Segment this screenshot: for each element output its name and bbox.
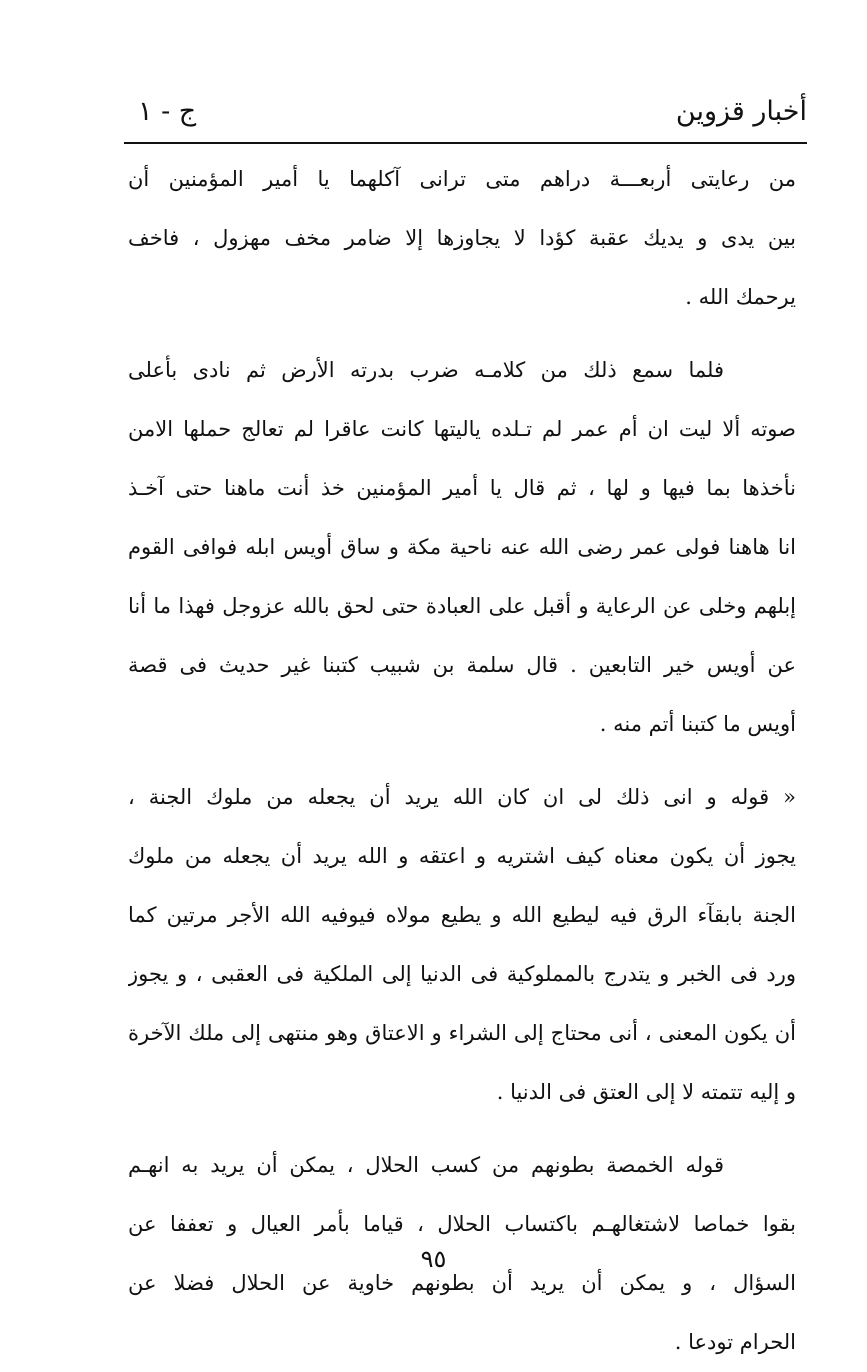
text-line: انا هاهنا فولى عمر رضى الله عنه ناحية مكة و ساق أويس ابله فوافى القوم <box>128 535 796 559</box>
text-line: عن أويس خير التابعين . قال سلمة بن شبيب كتبنا غير حديث فى قصة <box>128 653 796 677</box>
paragraph-gap <box>128 1122 796 1136</box>
header-rule <box>124 142 807 144</box>
text-line: أن يكون المعنى ، أنى محتاج إلى الشراء و الاعتاق وهو منتهى إلى ملك الآخرة <box>128 1021 796 1045</box>
volume-label: ج - ١ <box>138 96 197 127</box>
text-line: صوته ألا ليت ان أم عمر لم تـلده ياليتها كانت عاقرا لم تعالج حملها الامن <box>128 417 796 441</box>
text-line: الحرام تودعا . <box>674 1330 796 1354</box>
text-line: قوله الخمصة بطونهم من كسب الحلال ، يمكن أن يريد به انهـم <box>128 1153 724 1177</box>
paragraph <box>128 768 796 1122</box>
paragraph-gap <box>128 327 796 341</box>
page-header <box>124 92 807 140</box>
paragraph-gap <box>128 754 796 768</box>
text-line: نأخذها بما فيها و لها ، ثم قال يا أمير المؤمنين خذ أنت ماهنا حتى آخـذ <box>128 476 796 500</box>
body-text <box>128 150 796 1372</box>
paragraph <box>128 150 796 327</box>
paragraph <box>128 341 796 754</box>
running-title: أخبار قزوين <box>675 96 807 127</box>
text-line: الجنة بابقآء الرق فيه ليطيع الله و يطيع مولاه فيوفيه الله الأجر مرتين كما <box>128 903 796 927</box>
text-line: أويس ما كتبنا أتم منه . <box>599 712 796 736</box>
text-line: من رعايتى أربعـــة دراهم متى ترانى آكلهما يا أمير المؤمنين أن <box>128 167 796 191</box>
text-line: يجوز أن يكون معناه كيف اشتريه و اعتقه و الله يريد أن يجعله من ملوك <box>128 844 796 868</box>
text-line: و إليه تتمته لا إلى العتق فى الدنيا . <box>496 1080 796 1104</box>
text-line: « قوله و انى ذلك لى ان كان الله يريد أن يجعله من ملوك الجنة ، <box>128 785 796 809</box>
text-line: يرحمك الله . <box>685 285 796 309</box>
text-line: ورد فى الخبر و يتدرج بالمملوكية فى الدنيا إلى الملكية فى العقبى ، و يجوز <box>128 962 796 986</box>
text-line: إبلهم وخلى عن الرعاية و أقبل على العبادة حتى لحق بالله عزوجل فهذا ما أنا <box>128 594 796 618</box>
text-line: بين يدى و يديك عقبة كؤدا لا يجاوزها إلا ضامر مخف مهزول ، فاخف <box>128 226 796 250</box>
text-line: بقوا خماصا لاشتغالهـم باكتساب الحلال ، قياما بأمر العيال و تعففا عن <box>128 1212 796 1236</box>
page-number: ٩٥ <box>420 1245 447 1273</box>
text-line: فلما سمع ذلك من كلامـه ضرب بدرته الأرض ثم نادى بأعلى <box>128 358 724 382</box>
text-line: السؤال ، و يمكن أن يريد أن بطونهم خاوية عن الحلال فضلا عن <box>128 1271 796 1295</box>
